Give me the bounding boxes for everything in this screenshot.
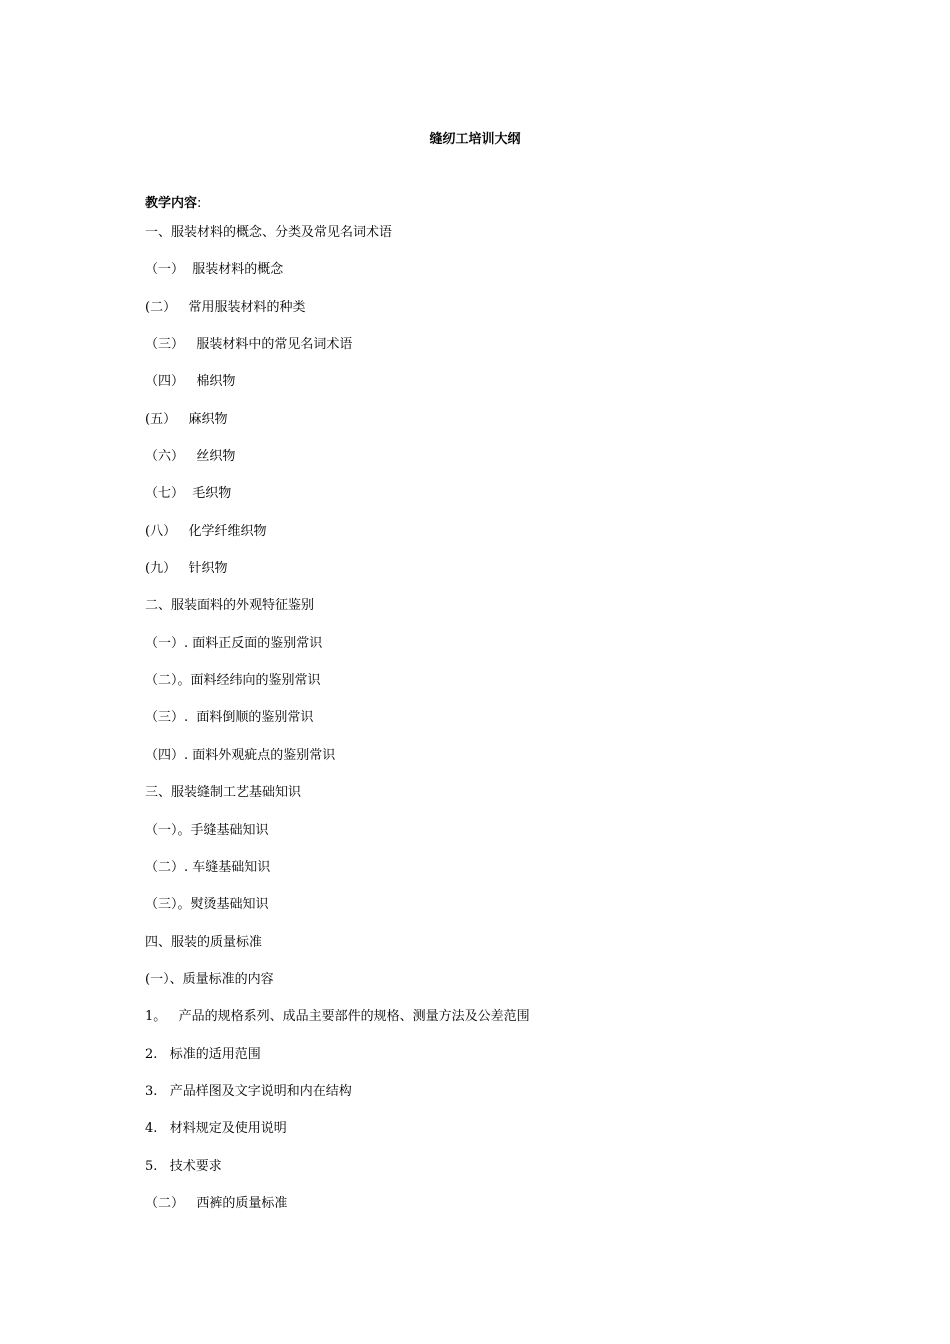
heading-text: 教学内容 [145, 196, 198, 211]
outline-line: 4. 材料规定及使用说明 [145, 1121, 287, 1137]
outline-line: 二、服装面料的外观特征鉴别 [145, 598, 315, 614]
outline-line: （一）。手缝基础知识 [145, 822, 269, 838]
outline-line: （一）. 面料正反面的鉴别常识 [145, 635, 323, 651]
heading-colon: : [197, 196, 202, 211]
outline-line: （三）. 面料倒顺的鉴别常识 [145, 710, 314, 726]
outline-line: （二）。面料经纬向的鉴别常识 [145, 673, 321, 689]
outline-line: (五） 麻织物 [145, 411, 228, 427]
outline-line: (九） 针织物 [145, 561, 228, 577]
outline-line: 四、服装的质量标准 [145, 934, 263, 950]
outline-line: 三、服装缝制工艺基础知识 [145, 785, 302, 801]
outline-line: 一、服装材料的概念、分类及常见名词术语 [145, 225, 393, 240]
outline-line: 1。 产品的规格系列、成品主要部件的规格、测量方法及公差范围 [145, 1009, 530, 1025]
outline-line: 3. 产品样图及文字说明和内在结构 [145, 1083, 352, 1099]
outline-line: (八） 化学纤维织物 [145, 523, 267, 539]
document-title: 缝纫工培训大纲 [429, 132, 521, 147]
outline-line: 2. 标准的适用范围 [145, 1046, 261, 1062]
outline-line: （七） 毛织物 [145, 486, 232, 502]
outline-line: （二） 西裤的质量标准 [145, 1195, 288, 1211]
section-heading [145, 192, 201, 211]
outline-line: (二） 常用服装材料的种类 [145, 299, 306, 315]
outline-list [145, 224, 845, 1232]
outline-line: （一） 服装材料的概念 [145, 262, 284, 278]
outline-line: 5. 技术要求 [145, 1158, 222, 1174]
outline-line: （六） 丝织物 [145, 449, 236, 465]
outline-line: （三） 服装材料中的常见名词术语 [145, 337, 353, 353]
outline-line: （四）. 面料外观疵点的鉴别常识 [145, 747, 336, 763]
outline-line: (一）、质量标准的内容 [145, 971, 274, 987]
outline-line: （三）。熨烫基础知识 [145, 897, 269, 913]
outline-line: （二）. 车缝基础知识 [145, 859, 271, 875]
outline-line: （四） 棉织物 [145, 374, 236, 390]
